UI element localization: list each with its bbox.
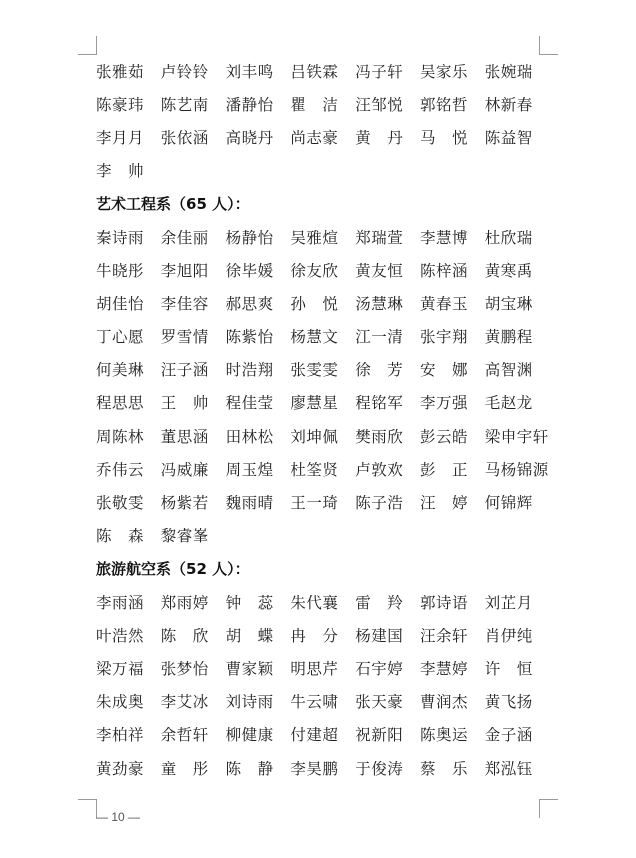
student-name: 高晓丹 — [225, 128, 274, 147]
student-name: 雷 羚 — [355, 593, 404, 612]
name-row — [96, 585, 566, 618]
student-name: 李月月 — [96, 128, 145, 147]
student-name: 冯威廉 — [160, 460, 209, 479]
student-name: 郭铭哲 — [419, 95, 468, 114]
student-name: 张雅茹 — [96, 62, 145, 81]
student-name: 胡 蝶 — [225, 626, 274, 645]
name-row — [96, 220, 566, 253]
student-name: 李柏祥 — [96, 726, 145, 745]
student-name: 毛赵龙 — [484, 394, 533, 413]
student-name: 刘丰鸣 — [225, 62, 274, 81]
student-name: 黄劲豪 — [96, 759, 145, 778]
student-name: 冯子轩 — [355, 62, 404, 81]
student-name: 乔伟云 — [96, 460, 145, 479]
student-name: 汪 婷 — [419, 494, 468, 513]
student-name: 陈 森 — [96, 527, 145, 546]
student-name: 陈益智 — [484, 128, 533, 147]
name-row — [96, 751, 566, 784]
section-heading: 旅游航空系（52 人）： — [96, 559, 250, 578]
student-name: 马杨锦源 — [484, 460, 549, 479]
student-name: 尚志豪 — [290, 128, 339, 147]
student-name: 何锦辉 — [484, 494, 533, 513]
student-name: 汪邹悦 — [355, 95, 404, 114]
student-name: 何美琳 — [96, 361, 145, 380]
student-name: 卢敦欢 — [355, 460, 404, 479]
name-row — [96, 320, 566, 353]
student-name: 彭云皓 — [419, 427, 468, 446]
student-name: 牛晓彤 — [96, 261, 145, 280]
name-row — [96, 253, 566, 286]
student-name: 林新春 — [484, 95, 533, 114]
student-name: 黄鹏程 — [484, 328, 533, 347]
student-name: 李艾冰 — [160, 693, 209, 712]
student-name: 牛云啸 — [290, 693, 339, 712]
student-name: 陈艺南 — [160, 95, 209, 114]
student-name: 童 彤 — [160, 759, 209, 778]
corner-mark-top-left — [78, 36, 97, 55]
student-name: 冉 分 — [290, 626, 339, 645]
student-name: 陈 静 — [225, 759, 274, 778]
student-name: 朱成奥 — [96, 693, 145, 712]
student-name: 刘诗雨 — [225, 693, 274, 712]
student-name: 彭 正 — [419, 460, 468, 479]
page-number: — 10 — — [96, 810, 141, 824]
student-name: 郑瑞萱 — [355, 228, 404, 247]
student-name: 吕铁霖 — [290, 62, 339, 81]
student-name: 李 帅 — [96, 162, 145, 181]
student-name: 陈紫怡 — [225, 328, 274, 347]
name-row — [96, 154, 566, 187]
student-name: 付建超 — [290, 726, 339, 745]
student-name: 胡宝琳 — [484, 294, 533, 313]
student-name: 余佳丽 — [160, 228, 209, 247]
student-name: 刘芷月 — [484, 593, 533, 612]
student-name: 杨静怡 — [225, 228, 274, 247]
student-name: 陈奥运 — [419, 726, 468, 745]
corner-mark-bottom-right — [539, 799, 558, 818]
student-name: 汤慧琳 — [355, 294, 404, 313]
name-row — [96, 452, 566, 485]
student-name: 于俊涛 — [355, 759, 404, 778]
student-name: 程佳莹 — [225, 394, 274, 413]
student-name: 梁万福 — [96, 659, 145, 678]
student-name: 石宇婷 — [355, 659, 404, 678]
student-name: 郑雨婷 — [160, 593, 209, 612]
student-name: 陈豪玮 — [96, 95, 145, 114]
student-name: 叶浩然 — [96, 626, 145, 645]
student-name: 肖伊纯 — [484, 626, 533, 645]
name-row — [96, 54, 566, 87]
student-name: 杨紫若 — [160, 494, 209, 513]
student-name: 祝新阳 — [355, 726, 404, 745]
student-name: 吴家乐 — [419, 62, 468, 81]
student-name: 王 帅 — [160, 394, 209, 413]
student-name: 郭诗语 — [419, 593, 468, 612]
student-name: 李雨涵 — [96, 593, 145, 612]
student-name: 樊雨欣 — [355, 427, 404, 446]
name-row — [96, 120, 566, 153]
name-row — [96, 651, 566, 684]
student-name: 程铭军 — [355, 394, 404, 413]
student-name: 李慧博 — [419, 228, 468, 247]
student-name: 周陈林 — [96, 427, 145, 446]
student-name: 朱代襄 — [290, 593, 339, 612]
student-name: 钟 蕊 — [225, 593, 274, 612]
student-name: 李佳容 — [160, 294, 209, 313]
student-name: 丁心愿 — [96, 328, 145, 347]
student-name: 汪子涵 — [160, 361, 209, 380]
student-name: 黄寒禹 — [484, 261, 533, 280]
student-name: 董思涵 — [160, 427, 209, 446]
student-name: 郑泓钰 — [484, 759, 533, 778]
corner-mark-bottom-left — [78, 799, 97, 818]
student-name: 卢铃铃 — [160, 62, 209, 81]
student-name: 罗雪情 — [160, 328, 209, 347]
student-name: 瞿 洁 — [290, 95, 339, 114]
student-name: 杨慧文 — [290, 328, 339, 347]
student-name: 明思芹 — [290, 659, 339, 678]
student-name: 金子涵 — [484, 726, 533, 745]
student-name: 杨建国 — [355, 626, 404, 645]
student-name: 程思思 — [96, 394, 145, 413]
name-row — [96, 485, 566, 518]
student-name: 梁申宇轩 — [484, 427, 549, 446]
student-name: 黄友恒 — [355, 261, 404, 280]
student-name: 安 娜 — [419, 361, 468, 380]
student-name: 曹润杰 — [419, 693, 468, 712]
name-row — [96, 419, 566, 452]
name-list-content — [96, 54, 566, 784]
student-name: 柳健康 — [225, 726, 274, 745]
student-name: 蔡 乐 — [419, 759, 468, 778]
student-name: 张梦怡 — [160, 659, 209, 678]
student-name: 陈 欣 — [160, 626, 209, 645]
student-name: 廖慧星 — [290, 394, 339, 413]
student-name: 陈梓涵 — [419, 261, 468, 280]
student-name: 马 悦 — [419, 128, 468, 147]
student-name: 余哲轩 — [160, 726, 209, 745]
student-name: 秦诗雨 — [96, 228, 145, 247]
student-name: 张雯雯 — [290, 361, 339, 380]
student-name: 张婉瑞 — [484, 62, 533, 81]
name-row — [96, 618, 566, 651]
section-heading: 艺术工程系（65 人）： — [96, 194, 250, 213]
name-row — [96, 286, 566, 319]
student-name: 李旭阳 — [160, 261, 209, 280]
name-row — [96, 519, 566, 552]
student-name: 黄春玉 — [419, 294, 468, 313]
student-name: 孙 悦 — [290, 294, 339, 313]
student-name: 徐友欣 — [290, 261, 339, 280]
corner-mark-top-right — [539, 36, 558, 55]
student-name: 周玉煌 — [225, 460, 274, 479]
student-name: 郝思爽 — [225, 294, 274, 313]
name-row — [96, 386, 566, 419]
student-name: 李万强 — [419, 394, 468, 413]
name-row — [96, 718, 566, 751]
student-name: 时浩翔 — [225, 361, 274, 380]
student-name: 徐 芳 — [355, 361, 404, 380]
student-name: 李慧婷 — [419, 659, 468, 678]
student-name: 李昊鹏 — [290, 759, 339, 778]
student-name: 高智渊 — [484, 361, 533, 380]
student-name: 黄 丹 — [355, 128, 404, 147]
student-name: 王一琦 — [290, 494, 339, 513]
student-name: 吴雅煊 — [290, 228, 339, 247]
student-name: 张敬雯 — [96, 494, 145, 513]
student-name: 徐毕媛 — [225, 261, 274, 280]
student-name: 陈子浩 — [355, 494, 404, 513]
student-name: 刘坤佩 — [290, 427, 339, 446]
student-name: 张宇翔 — [419, 328, 468, 347]
student-name: 潘静怡 — [225, 95, 274, 114]
student-name: 黄飞扬 — [484, 693, 533, 712]
name-row — [96, 87, 566, 120]
student-name: 杜欣瑞 — [484, 228, 533, 247]
student-name: 杜筌贤 — [290, 460, 339, 479]
student-name: 张依涵 — [160, 128, 209, 147]
student-name: 许 恒 — [484, 659, 533, 678]
student-name: 汪余轩 — [419, 626, 468, 645]
student-name: 江一清 — [355, 328, 404, 347]
student-name: 田林松 — [225, 427, 274, 446]
student-name: 黎睿峯 — [160, 527, 209, 546]
student-name: 魏雨晴 — [225, 494, 274, 513]
student-name: 曹家颖 — [225, 659, 274, 678]
name-row — [96, 353, 566, 386]
student-name: 胡佳怡 — [96, 294, 145, 313]
student-name: 张天豪 — [355, 693, 404, 712]
name-row — [96, 685, 566, 718]
